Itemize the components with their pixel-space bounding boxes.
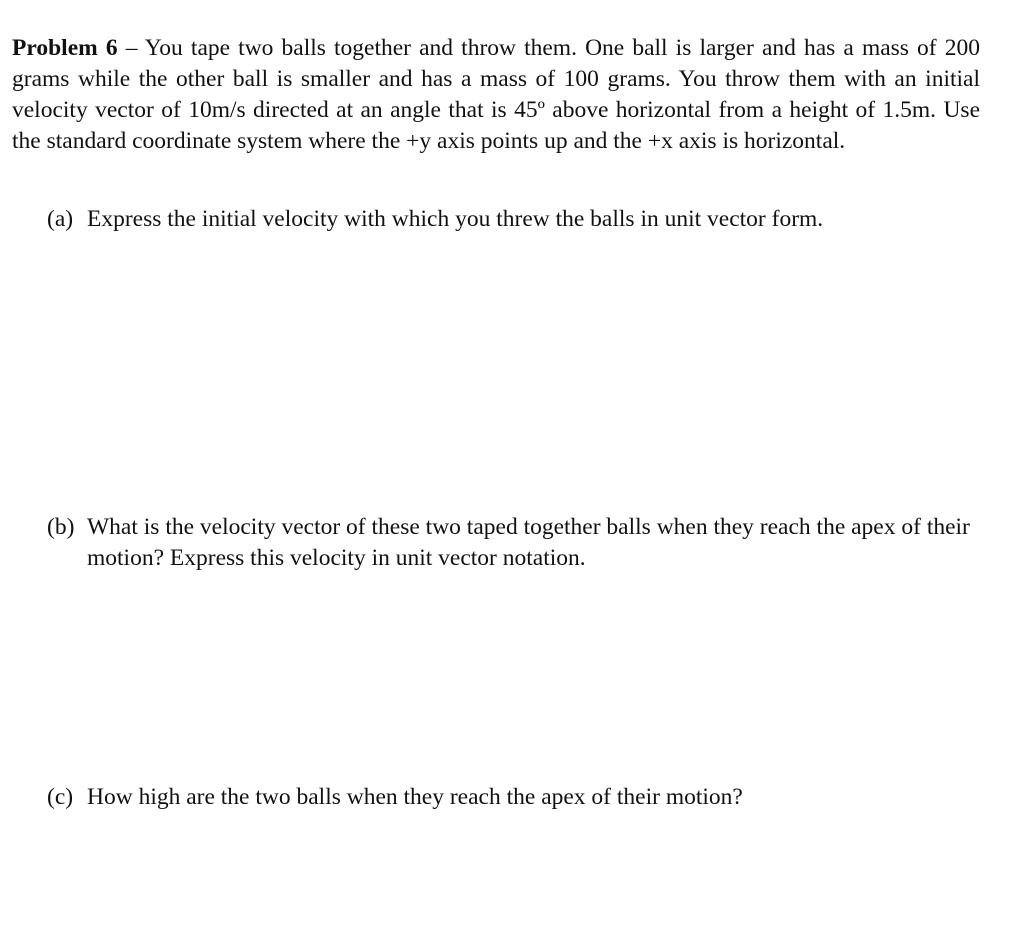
part-a-label: (a) xyxy=(47,206,74,232)
part-c-label: (c) xyxy=(47,784,74,810)
problem-title: Problem 6 xyxy=(12,35,118,61)
part-a xyxy=(47,204,977,235)
problem-separator: – xyxy=(117,35,145,61)
part-c-text: How high are the two balls when they reach the apex of their motion? xyxy=(87,784,743,810)
part-b-text: What is the velocity vector of these two taped together balls when they reach the apex of their motion? Express this velocity in unit vector notation. xyxy=(87,514,970,571)
part-c xyxy=(47,782,977,813)
problem-text: You tape two balls together and throw them. One ball is larger and has a mass of 200 grams while the other ball is smaller and has a mass of 100 grams. You throw them with an initial velocity vector of 10m/s directed at an angle that is 45º above horizontal from a height of 1.5m. Use the standard coordinate system where the +y axis points up and the +x axis is horizontal. xyxy=(12,35,980,154)
part-b xyxy=(47,512,977,574)
part-a-text: Express the initial velocity with which you threw the balls in unit vector form. xyxy=(87,206,824,232)
problem-statement xyxy=(12,33,980,157)
part-b-label: (b) xyxy=(47,514,75,540)
